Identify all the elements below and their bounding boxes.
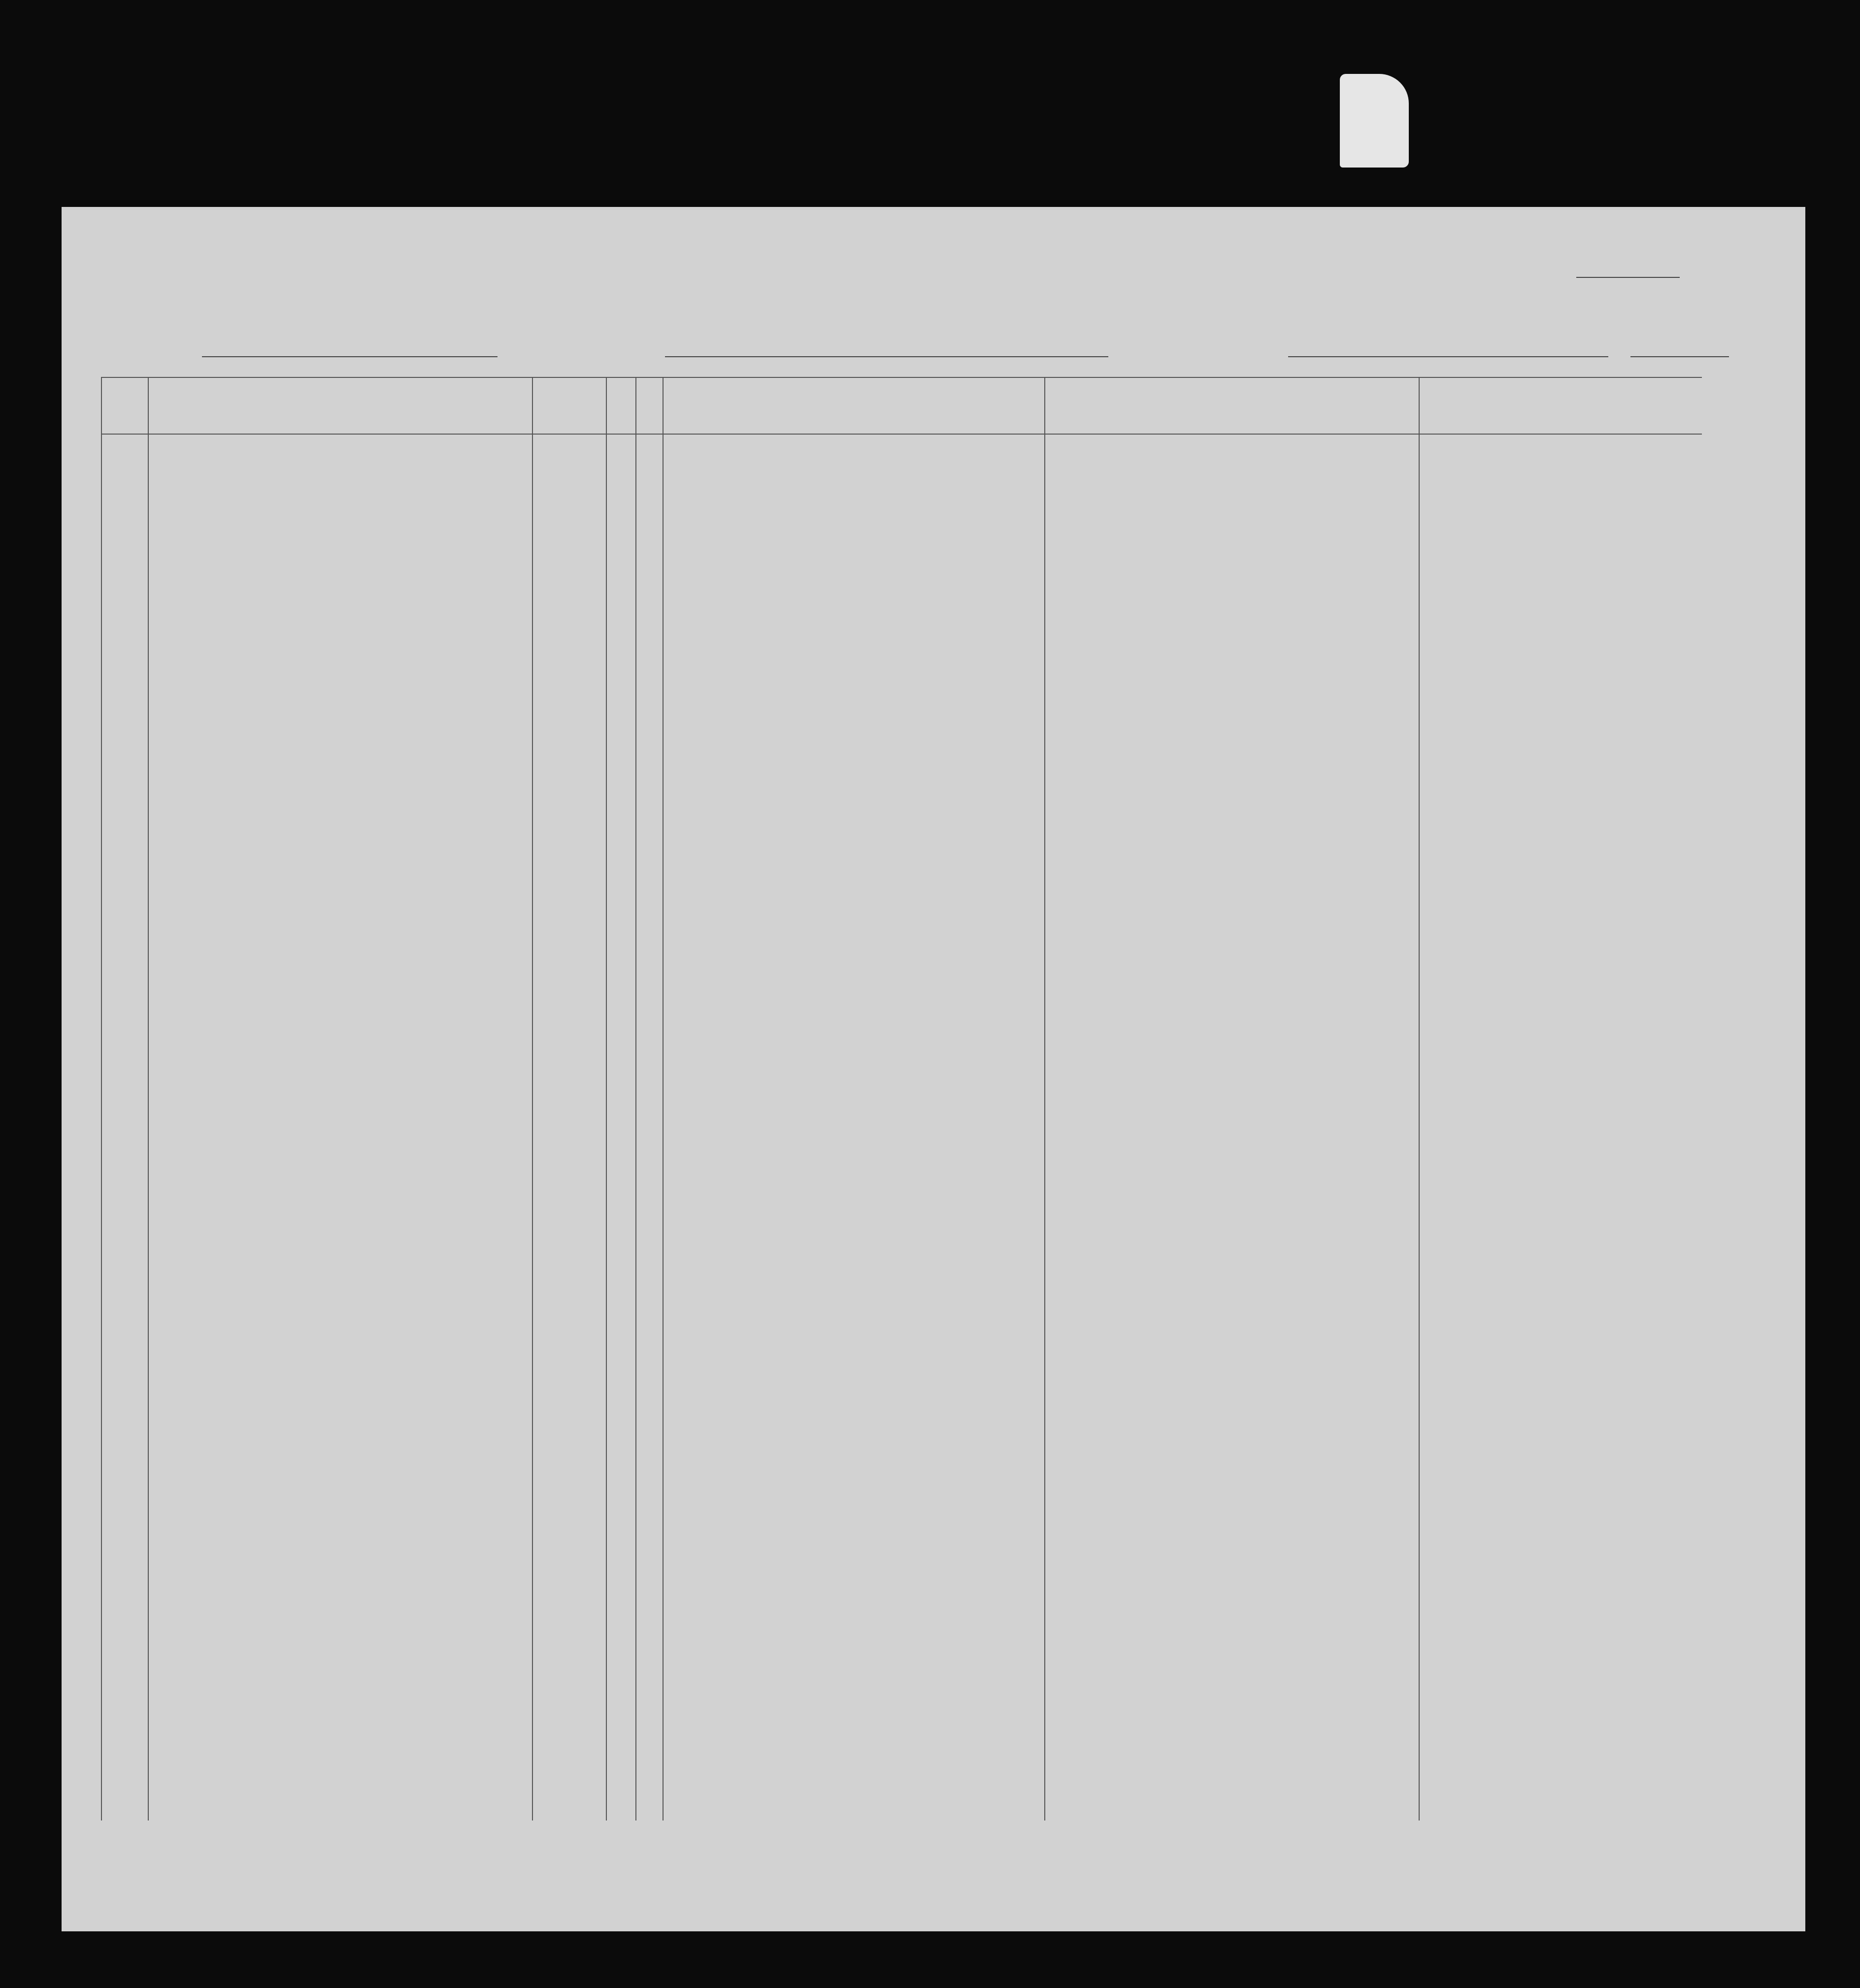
port-underline [1288, 356, 1608, 357]
col-line [663, 377, 664, 1820]
from-underline [665, 356, 931, 357]
col-line [1044, 377, 1045, 1820]
date-underline [901, 356, 1108, 357]
manifest-sheet [62, 207, 1805, 1931]
year-underline [1630, 356, 1729, 357]
voyage-line [62, 333, 1805, 362]
paper-clip-tab [1340, 74, 1409, 168]
header-bottom-rule [101, 434, 1702, 435]
number-underline [1576, 277, 1680, 278]
col-line [532, 377, 533, 1820]
col-line [606, 377, 607, 1820]
col-line [1419, 377, 1420, 1820]
ship-underline [202, 356, 498, 357]
table-top-rule [101, 377, 1702, 378]
col-line [101, 377, 102, 1820]
col-line [635, 377, 636, 1820]
col-line [148, 377, 149, 1820]
